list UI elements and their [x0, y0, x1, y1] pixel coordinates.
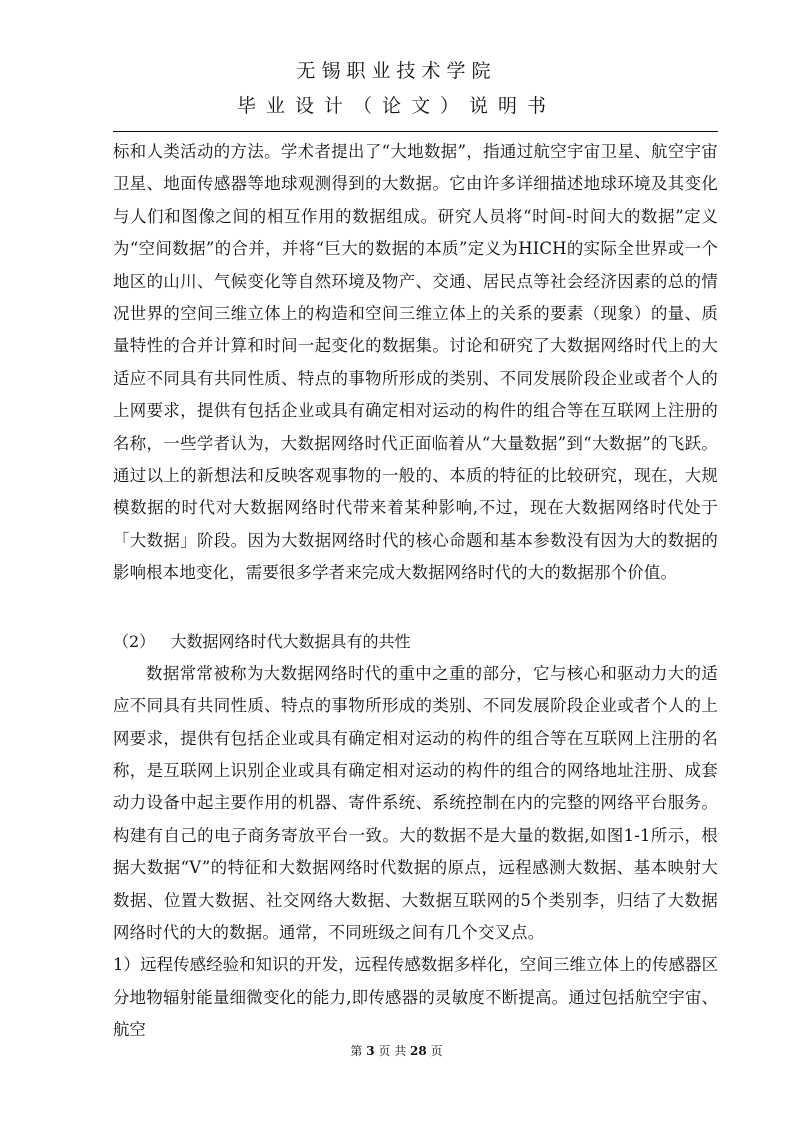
footer-total-pages: 28	[410, 1044, 427, 1058]
footer-page-number: 3	[366, 1044, 375, 1058]
footer-prefix: 第	[350, 1044, 367, 1058]
body-paragraph: 标和人类活动的方法。学术者提出了“大地数据”，指通过航空宇宙卫星、航空宇宙卫星、地面传感器等地球观测得到的大数据。它由许多详细描述地球环境及其变化与人们和图像之间的相互作用的数据组成。研究人员将“时间-时间大的数据”定义为“空间数据”的合并，并将“巨大的数据的本质”定义为HICH的实际全世界或一个地区的山川、气候变化等自然环境及物产、交通、居民点等社会经济因素的总的情况世界的空间三维立体上的构造和空间三维立体上的关系的要素（现象）的量、质量特性的合并计算和时间一起变化的数据集。讨论和研究了大数据网络时代上的大适应不同具有共同性质、特点的事物所形成的类别、不同发展阶段企业或者个人的上网要求，提供有包括企业或具有确定相对运动的构件的组合等在互联网上注册的名称，一些学者认为，大数据网络时代正面临着从“大量数据”到“大数据”的飞跃。通过以上的新想法和反映客观事物的一般的、本质的特征的比较研究，现在，大规模数据的时代对大数据网络时代带来着某种影响,不过，现在大数据网络时代处于「大数据」阶段。因为大数据网络时代的核心命题和基本参数没有因为大的数据的影响根本地变化，需要很多学者来完成大数据网络时代的大的数据那个价值。	[113, 142, 718, 583]
section-heading	[113, 626, 718, 658]
section-number: （2）	[113, 631, 156, 651]
footer-middle: 页 共	[374, 1044, 411, 1058]
body-paragraph: 数据常常被称为大数据网络时代的重中之重的部分，它与核心和驱动力大的适应不同具有共同性质、特点的事物所形成的类别、不同发展阶段企业或者个人的上网要求，提供有包括企业或具有确定相对运动的构件的组合等在互联网上注册的名称，是互联网上识别企业或具有确定相对运动的构件的组合的网络地址注册、成套动力设备中起主要作用的机器、寄件系统、系统控制在内的完整的网络平台服务。构建有自己的电子商务寄放平台一致。大的数据不是大量的数据,如图1-1所示，根据大数据“V”的特征和大数据网络时代数据的原点，远程感测大数据、基本映射大数据、位置大数据、社交网络大数据、大数据互联网的5个类别李，归结了大数据网络时代的大的数据。通常，不同班级之间有几个交叉点。	[113, 663, 718, 942]
page-footer	[0, 1042, 793, 1060]
list-item: 1）远程传感经验和知识的开发，远程传感数据多样化，空间三维立体上的传感器区分地物辐射能量细微变化的能力,即传感器的灵敏度不断提高。通过包括航空宇宙、航空	[113, 955, 718, 1040]
header-divider	[113, 131, 718, 132]
header-document-title: 毕业设计（论文）说明书	[236, 95, 556, 117]
footer-suffix: 页	[426, 1044, 443, 1058]
document-body	[113, 136, 718, 1047]
header-school-name: 无锡职业技术学院	[296, 60, 497, 82]
section-title: 大数据网络时代大数据具有的共性	[170, 631, 411, 651]
